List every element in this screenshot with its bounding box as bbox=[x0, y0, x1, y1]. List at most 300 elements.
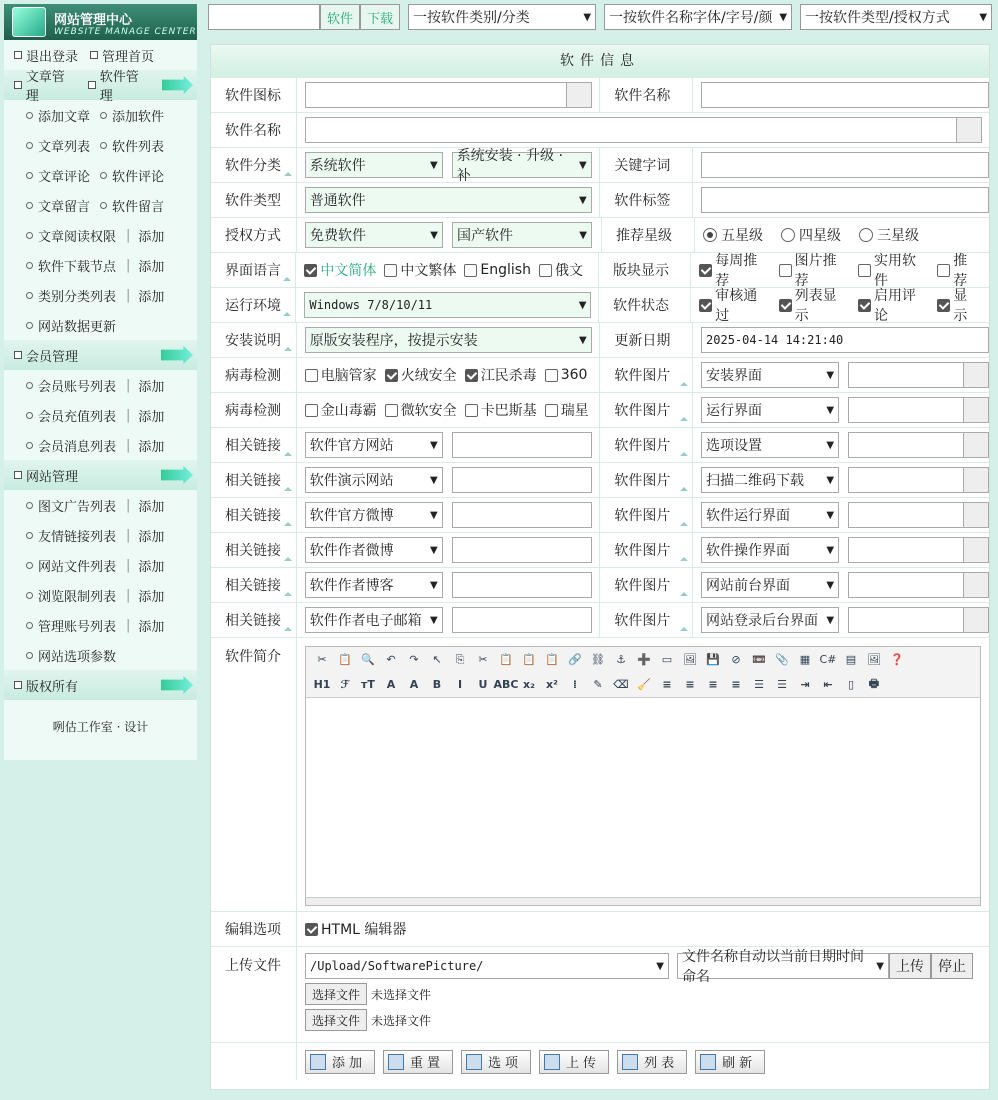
section-head-site bbox=[4, 460, 197, 490]
toolbar-icon[interactable]: ☰ bbox=[777, 678, 787, 691]
circle-icon bbox=[26, 202, 33, 209]
checkbox-option[interactable]: 审核通过 bbox=[699, 285, 770, 325]
browse-button[interactable] bbox=[963, 362, 989, 388]
label-link: 相关链接 bbox=[211, 498, 297, 532]
sidebar-link[interactable]: 类别分类列表 bbox=[26, 286, 116, 305]
checkbox-option[interactable]: 江民杀毒 bbox=[465, 365, 537, 385]
sort-arrow-icon bbox=[284, 522, 292, 526]
sidebar-add-link[interactable]: 添加 bbox=[138, 589, 165, 605]
top-search-bar bbox=[208, 4, 992, 30]
chevron-down-icon: ▼ bbox=[826, 614, 835, 626]
link-input[interactable] bbox=[452, 432, 592, 458]
link-select[interactable]: 软件演示网站 ▼ bbox=[305, 467, 443, 493]
checkbox-option[interactable]: English bbox=[464, 262, 531, 278]
pic-select[interactable]: 网站前台界面 ▼ bbox=[701, 572, 839, 598]
link-select[interactable]: 软件官方微博 ▼ bbox=[305, 502, 443, 528]
link-input[interactable] bbox=[452, 502, 592, 528]
toolbar-icon[interactable]: 📼 bbox=[752, 653, 766, 666]
row-icon bbox=[211, 77, 989, 112]
toolbar-icon[interactable]: ☰ bbox=[754, 678, 764, 691]
filter-category-select[interactable]: 一按软件类别/分类 ▼ bbox=[408, 4, 596, 30]
toolbar-icon[interactable]: ≡ bbox=[685, 678, 695, 691]
browse-button[interactable] bbox=[956, 117, 982, 143]
sidebar-row bbox=[4, 490, 197, 520]
checkbox-icon bbox=[465, 369, 478, 382]
circle-icon bbox=[100, 142, 107, 149]
toolbar-icon[interactable]: ⁞ bbox=[572, 678, 578, 691]
toolbar-icon[interactable]: 🔍 bbox=[361, 653, 375, 666]
pic-select[interactable]: 网站登录后台界面 ▼ bbox=[701, 607, 839, 633]
resize-handle[interactable] bbox=[306, 897, 980, 905]
label-tag: 软件标签 bbox=[599, 183, 693, 217]
link-select[interactable]: 软件官方网站 ▼ bbox=[305, 432, 443, 458]
circle-icon bbox=[26, 292, 33, 299]
pic-select[interactable]: 扫描二维码下载 ▼ bbox=[701, 467, 839, 493]
checkbox-icon bbox=[384, 264, 397, 277]
upload-button[interactable]: 上传 bbox=[889, 953, 931, 979]
label-name: 软件名称 bbox=[599, 78, 693, 112]
toolbar-icon[interactable]: ⊘ bbox=[731, 653, 741, 666]
toolbar-icon[interactable]: U bbox=[478, 678, 488, 691]
circle-icon bbox=[26, 232, 33, 239]
link-select[interactable]: 软件作者电子邮箱 ▼ bbox=[305, 607, 443, 633]
toolbar-icon[interactable]: ❓ bbox=[890, 653, 904, 666]
row-actions bbox=[211, 1042, 989, 1080]
separator: | bbox=[126, 527, 131, 543]
pic-select[interactable]: 运行界面 ▼ bbox=[701, 397, 839, 423]
checkbox-option[interactable]: 电脑管家 bbox=[305, 365, 377, 385]
pic-input[interactable] bbox=[848, 432, 964, 458]
logo-subtitle: WEBSITE MANAGE CENTER bbox=[54, 27, 197, 37]
sidebar-add-link[interactable]: 添加 bbox=[138, 619, 165, 635]
toolbar-icon[interactable]: x₂ bbox=[523, 678, 535, 691]
category-select[interactable]: 系统软件 ▼ bbox=[305, 152, 443, 178]
browse-button[interactable] bbox=[963, 572, 989, 598]
sidebar-add-link[interactable]: 添加 bbox=[138, 499, 165, 515]
circle-icon bbox=[26, 322, 33, 329]
browse-button[interactable] bbox=[566, 82, 592, 108]
toolbar-icon[interactable]: ABC bbox=[493, 678, 519, 691]
checkbox-icon bbox=[304, 264, 317, 277]
checkbox-icon bbox=[385, 404, 398, 417]
sort-arrow-icon bbox=[680, 417, 688, 421]
editor-content[interactable] bbox=[306, 697, 980, 897]
sort-arrow-icon bbox=[284, 487, 292, 491]
checkbox-icon bbox=[937, 264, 950, 277]
toolbar-icon[interactable]: 🔗 bbox=[568, 653, 582, 666]
sidebar-add-link[interactable]: 添加 bbox=[138, 289, 165, 305]
label-upload: 上传文件 bbox=[211, 947, 297, 1042]
sidebar-link[interactable]: 软件下载节点 bbox=[26, 256, 116, 275]
pic-select[interactable]: 软件操作界面 ▼ bbox=[701, 537, 839, 563]
toolbar-icon[interactable]: ⚓ bbox=[616, 653, 626, 666]
star-radio[interactable]: 三星级 bbox=[859, 225, 919, 245]
toolbar-icon[interactable]: тT bbox=[361, 678, 375, 691]
member-manage-link[interactable]: 会员管理 bbox=[14, 346, 78, 365]
toolbar-icon[interactable]: ↶ bbox=[386, 653, 396, 666]
tag-input[interactable] bbox=[701, 187, 989, 213]
sidebar bbox=[4, 4, 197, 760]
subcategory-select[interactable]: 系统安装 · 升级 · 补 ▼ bbox=[452, 152, 592, 178]
checkbox-option[interactable]: 俄文 bbox=[539, 260, 583, 280]
toolbar-icon[interactable]: 🧹 bbox=[637, 678, 651, 691]
admin-home-link[interactable]: 管理首页 bbox=[90, 46, 154, 65]
chevron-down-icon: ▼ bbox=[429, 509, 438, 521]
toolbar-icon[interactable]: ⌫ bbox=[613, 678, 629, 691]
sidebar-add-link[interactable]: 添加 bbox=[138, 559, 165, 575]
choose-file-button[interactable]: 选择文件 bbox=[305, 983, 367, 1005]
pic-input[interactable] bbox=[848, 502, 964, 528]
chevron-down-icon: ▼ bbox=[578, 194, 587, 206]
radio-icon bbox=[859, 228, 873, 242]
search-software-button[interactable]: 软件 bbox=[320, 4, 360, 30]
pic-select[interactable]: 软件运行界面 ▼ bbox=[701, 502, 839, 528]
toolbar-icon[interactable]: ⎘ bbox=[455, 652, 465, 666]
browse-button[interactable] bbox=[963, 537, 989, 563]
separator: | bbox=[126, 227, 131, 243]
info-arrow-icon bbox=[161, 676, 193, 694]
logout-link[interactable]: 退出登录 bbox=[14, 46, 78, 65]
sidebar-add-link[interactable]: 添加 bbox=[138, 529, 165, 545]
toolbar-icon[interactable]: 📋 bbox=[522, 653, 536, 666]
sort-arrow-icon bbox=[283, 312, 291, 316]
sidebar-link[interactable]: 会员账号列表 bbox=[26, 376, 116, 395]
label-date: 更新日期 bbox=[599, 323, 693, 357]
toolbar-icon[interactable]: 📋 bbox=[499, 653, 513, 666]
row-license bbox=[211, 217, 989, 252]
article-manage-link[interactable]: 文章管理 bbox=[14, 66, 76, 104]
chevron-down-icon: ▼ bbox=[429, 579, 438, 591]
toolbar-icon[interactable]: ≡ bbox=[731, 678, 741, 691]
sidebar-link[interactable]: 会员充值列表 bbox=[26, 406, 116, 425]
toolbar-icon[interactable]: ↷ bbox=[409, 653, 419, 666]
sidebar-link[interactable]: 软件列表 bbox=[100, 136, 164, 155]
section-head-members bbox=[4, 340, 197, 370]
editor-toolbar-1 bbox=[306, 647, 980, 672]
toolbar-icon[interactable]: ↖ bbox=[432, 653, 442, 666]
choose-file-button[interactable]: 选择文件 bbox=[305, 1009, 367, 1031]
search-input[interactable] bbox=[208, 4, 320, 30]
sidebar-row bbox=[4, 580, 197, 610]
toolbar-icon[interactable]: B bbox=[432, 678, 442, 691]
origin-select[interactable]: 国产软件 ▼ bbox=[452, 222, 592, 248]
keyword-input[interactable] bbox=[701, 152, 989, 178]
sidebar-add-link[interactable]: 添加 bbox=[138, 259, 165, 275]
checkbox-option[interactable]: 中文简体 bbox=[304, 260, 376, 280]
chevron-down-icon: ▼ bbox=[430, 229, 438, 241]
label-intro: 软件简介 bbox=[211, 638, 297, 911]
label-link: 相关链接 bbox=[211, 568, 297, 602]
circle-icon bbox=[26, 112, 33, 119]
toolbar-icon[interactable]: ➕ bbox=[637, 653, 651, 666]
link-input[interactable] bbox=[452, 537, 592, 563]
chevron-down-icon: ▼ bbox=[429, 474, 438, 486]
checkbox-option[interactable]: 显示 bbox=[937, 285, 981, 325]
toolbar-icon[interactable]: ▦ bbox=[799, 653, 811, 666]
checkbox-option[interactable]: 推荐 bbox=[937, 250, 981, 290]
label-pic: 软件图片 bbox=[599, 533, 693, 567]
pic-input[interactable] bbox=[848, 362, 964, 388]
checkbox-option[interactable]: 实用软件 bbox=[858, 250, 929, 290]
site-manage-link[interactable]: 网站管理 bbox=[14, 466, 78, 485]
toolbar-icon[interactable]: ✂ bbox=[317, 653, 327, 666]
sort-arrow-icon bbox=[680, 452, 688, 456]
upload-path-select[interactable]: /Upload/SoftwarePicture/ ▼ bbox=[305, 953, 669, 979]
type-select[interactable]: 普通软件 ▼ bbox=[305, 187, 592, 213]
checkbox-icon bbox=[858, 264, 871, 277]
link-input[interactable] bbox=[452, 572, 592, 598]
browse-button[interactable] bbox=[963, 432, 989, 458]
pic-input[interactable] bbox=[848, 467, 964, 493]
toolbar-icon[interactable]: ℱ bbox=[340, 678, 350, 691]
software-manage-link[interactable]: 软件管理 bbox=[88, 66, 150, 104]
filter-font-select[interactable]: 一按软件名称字体/字号/颜 ▼ bbox=[604, 4, 792, 30]
section-head-copyright bbox=[4, 670, 197, 700]
circle-icon bbox=[26, 172, 33, 179]
toolbar-icon[interactable]: I bbox=[457, 678, 463, 691]
circle-icon bbox=[100, 112, 107, 119]
link-input[interactable] bbox=[452, 467, 592, 493]
sidebar-add-link[interactable]: 添加 bbox=[138, 229, 165, 245]
separator: | bbox=[126, 497, 131, 513]
label-license: 授权方式 bbox=[211, 218, 297, 252]
sidebar-add-link[interactable]: 添加 bbox=[138, 379, 165, 395]
sidebar-link[interactable]: 会员消息列表 bbox=[26, 436, 116, 455]
toolbar-icon[interactable]: 🖶 bbox=[868, 677, 880, 690]
row-type bbox=[211, 182, 989, 217]
link-select[interactable]: 软件作者微博 ▼ bbox=[305, 537, 443, 563]
pic-input[interactable] bbox=[848, 607, 964, 633]
checkbox-option[interactable]: 列表显示 bbox=[779, 285, 850, 325]
toolbar-icon[interactable]: C# bbox=[819, 653, 837, 666]
chevron-down-icon: ▼ bbox=[826, 439, 835, 451]
software-form bbox=[210, 44, 990, 1090]
toolbar-icon[interactable]: ≡ bbox=[708, 678, 718, 691]
row-env bbox=[211, 287, 989, 322]
sidebar-link[interactable]: 文章阅读权限 bbox=[26, 226, 116, 245]
label-pic: 软件图片 bbox=[599, 603, 693, 637]
filter-type-select[interactable]: 一按软件类型/授权方式 ▼ bbox=[800, 4, 992, 30]
editor-toolbar-2 bbox=[306, 672, 980, 697]
no-file-text: 未选择文件 bbox=[371, 1013, 432, 1028]
checkbox-icon bbox=[779, 299, 792, 312]
pic-select[interactable]: 选项设置 ▼ bbox=[701, 432, 839, 458]
toolbar-icon[interactable]: ▤ bbox=[845, 653, 857, 666]
upload-name-select[interactable]: 文件名称自动以当前日期时间命名 ▼ bbox=[677, 953, 889, 979]
separator: | bbox=[126, 437, 131, 453]
label-icon: 软件图标 bbox=[211, 78, 297, 112]
checkbox-option[interactable]: 卡巴斯基 bbox=[465, 400, 537, 420]
label-pic: 软件图片 bbox=[599, 428, 693, 462]
toolbar-icon[interactable]: H1 bbox=[313, 678, 331, 691]
label-install: 安装说明 bbox=[211, 323, 297, 357]
toolbar-icon[interactable]: x² bbox=[546, 678, 558, 691]
sort-arrow-icon bbox=[680, 557, 688, 561]
chevron-down-icon: ▼ bbox=[583, 11, 592, 23]
checkbox-option[interactable]: 启用评论 bbox=[858, 285, 929, 325]
separator: | bbox=[126, 557, 131, 573]
action-button[interactable]: 列表 bbox=[617, 1050, 687, 1074]
row-link bbox=[211, 497, 989, 532]
sidebar-link[interactable]: 文章留言 bbox=[26, 196, 90, 215]
toolbar-icon[interactable]: ✂ bbox=[478, 653, 488, 666]
checkbox-option[interactable]: 微软安全 bbox=[385, 400, 457, 420]
toolbar-icon[interactable]: ⇤ bbox=[823, 678, 833, 691]
square-icon bbox=[14, 681, 22, 689]
action-button[interactable]: 刷新 bbox=[695, 1050, 765, 1074]
sidebar-link[interactable]: 软件留言 bbox=[100, 196, 164, 215]
fullname-input[interactable] bbox=[305, 117, 957, 143]
checkbox-option[interactable]: 图片推荐 bbox=[779, 250, 850, 290]
sidebar-link[interactable]: 友情链接列表 bbox=[26, 526, 116, 545]
circle-icon bbox=[26, 532, 33, 539]
chevron-down-icon: ▼ bbox=[826, 509, 835, 521]
star-radio[interactable]: 五星级 bbox=[703, 225, 763, 245]
circle-icon bbox=[26, 412, 33, 419]
row-name2 bbox=[211, 112, 989, 147]
sidebar-link[interactable]: 软件评论 bbox=[100, 166, 164, 185]
label-link: 相关链接 bbox=[211, 463, 297, 497]
sidebar-row bbox=[4, 220, 197, 250]
sort-arrow-icon bbox=[284, 557, 292, 561]
sidebar-link[interactable]: 文章列表 bbox=[26, 136, 90, 155]
search-download-button[interactable]: 下载 bbox=[360, 4, 400, 30]
stop-button[interactable]: 停止 bbox=[931, 953, 973, 979]
toolbar-icon[interactable]: 💾 bbox=[706, 653, 720, 666]
label-keyword: 关键字词 bbox=[599, 148, 693, 182]
chevron-down-icon: ▼ bbox=[578, 299, 587, 311]
sidebar-row bbox=[4, 100, 197, 130]
rich-text-editor[interactable] bbox=[305, 646, 981, 906]
action-button[interactable]: 上传 bbox=[539, 1050, 609, 1074]
square-icon bbox=[14, 351, 22, 359]
env-select[interactable]: Windows 7/8/10/11 ▼ bbox=[304, 292, 591, 318]
sidebar-link[interactable]: 文章评论 bbox=[26, 166, 90, 185]
install-select[interactable]: 原版安装程序，按提示安装 ▼ bbox=[305, 327, 592, 353]
sidebar-link[interactable]: 管理账号列表 bbox=[26, 616, 116, 635]
action-button[interactable]: 重置 bbox=[383, 1050, 453, 1074]
toolbar-icon[interactable]: 🖼 bbox=[683, 653, 697, 666]
toolbar-icon[interactable]: ▯ bbox=[847, 678, 855, 691]
sidebar-link[interactable]: 图文广告列表 bbox=[26, 496, 116, 515]
sidebar-link[interactable]: 网站文件列表 bbox=[26, 556, 116, 575]
chevron-down-icon: ▼ bbox=[656, 960, 664, 972]
square-icon bbox=[88, 81, 96, 89]
pic-select[interactable]: 安装界面 ▼ bbox=[701, 362, 839, 388]
icon-input[interactable] bbox=[305, 82, 567, 108]
toolbar-icon[interactable]: 📋 bbox=[338, 653, 352, 666]
sort-arrow-icon bbox=[284, 452, 292, 456]
date-input[interactable]: 2025-04-14 14:21:40 bbox=[701, 327, 989, 353]
star-radio[interactable]: 四星级 bbox=[781, 225, 841, 245]
label-status: 软件状态 bbox=[598, 288, 691, 322]
monitor-icon bbox=[12, 7, 46, 37]
browse-button[interactable] bbox=[963, 467, 989, 493]
users-arrow-icon bbox=[161, 346, 193, 364]
sidebar-row bbox=[4, 520, 197, 550]
toolbar-icon[interactable]: ✎ bbox=[593, 678, 603, 691]
separator: | bbox=[126, 257, 131, 273]
toolbar-icon[interactable]: ⛓ bbox=[591, 653, 605, 666]
license-select[interactable]: 免费软件 ▼ bbox=[305, 222, 443, 248]
label-edit: 编辑选项 bbox=[211, 912, 297, 946]
label-virus: 病毒检测 bbox=[211, 358, 297, 392]
label-link: 相关链接 bbox=[211, 533, 297, 567]
checkbox-icon bbox=[779, 264, 792, 277]
row-virus1 bbox=[211, 357, 989, 392]
copyright-link[interactable]: 版权所有 bbox=[14, 676, 78, 695]
checkbox-option[interactable]: 360 bbox=[545, 367, 588, 383]
sidebar-link[interactable]: 添加文章 bbox=[26, 106, 90, 125]
sort-arrow-icon bbox=[680, 627, 688, 631]
toolbar-icon[interactable]: ▭ bbox=[661, 653, 673, 666]
toolbar-icon[interactable]: 📋 bbox=[545, 653, 559, 666]
checkbox-option[interactable]: 中文繁体 bbox=[384, 260, 456, 280]
sidebar-link[interactable]: 浏览限制列表 bbox=[26, 586, 116, 605]
toolbar-icon[interactable]: A bbox=[386, 678, 396, 691]
link-select[interactable]: 软件作者博客 ▼ bbox=[305, 572, 443, 598]
toolbar-icon[interactable]: ≡ bbox=[662, 678, 672, 691]
action-icon bbox=[388, 1054, 404, 1070]
browse-button[interactable] bbox=[963, 397, 989, 423]
sidebar-add-link[interactable]: 添加 bbox=[138, 409, 165, 425]
label-pic: 软件图片 bbox=[599, 393, 693, 427]
name-input[interactable] bbox=[701, 82, 989, 108]
toolbar-icon[interactable]: 📎 bbox=[775, 653, 789, 666]
label-pic: 软件图片 bbox=[599, 568, 693, 602]
form-title: 软件信息 bbox=[211, 45, 989, 77]
sidebar-link[interactable]: 网站选项参数 bbox=[26, 646, 116, 665]
square-icon bbox=[14, 51, 22, 59]
chevron-down-icon: ▼ bbox=[826, 579, 835, 591]
row-virus2 bbox=[211, 392, 989, 427]
pic-input[interactable] bbox=[848, 537, 964, 563]
label-pic: 软件图片 bbox=[599, 358, 693, 392]
label-env: 运行环境 bbox=[211, 288, 296, 322]
checkbox-option[interactable]: 金山毒霸 bbox=[305, 400, 377, 420]
action-button[interactable]: 添加 bbox=[305, 1050, 375, 1074]
sidebar-row bbox=[4, 310, 197, 340]
checkbox-icon bbox=[305, 923, 318, 936]
html-editor-checkbox[interactable]: HTML 编辑器 bbox=[305, 919, 406, 939]
sidebar-link[interactable]: 添加软件 bbox=[100, 106, 164, 125]
chevron-down-icon: ▼ bbox=[579, 229, 587, 241]
sidebar-add-link[interactable]: 添加 bbox=[138, 439, 165, 455]
browse-button[interactable] bbox=[963, 502, 989, 528]
checkbox-icon bbox=[699, 264, 712, 277]
checkbox-option[interactable]: 每周推荐 bbox=[699, 250, 770, 290]
action-icon bbox=[622, 1054, 638, 1070]
separator: | bbox=[126, 287, 131, 303]
pic-input[interactable] bbox=[848, 397, 964, 423]
link-input[interactable] bbox=[452, 607, 592, 633]
checkbox-option[interactable]: 火绒安全 bbox=[385, 365, 457, 385]
label-lang: 界面语言 bbox=[211, 253, 296, 287]
checkbox-icon bbox=[465, 404, 478, 417]
checkbox-option[interactable]: 瑞星 bbox=[545, 400, 589, 420]
label-type: 软件类型 bbox=[211, 183, 297, 217]
radio-icon bbox=[781, 228, 795, 242]
action-button[interactable]: 选项 bbox=[461, 1050, 531, 1074]
checkbox-icon bbox=[545, 404, 558, 417]
sidebar-link[interactable]: 网站数据更新 bbox=[26, 316, 116, 335]
sidebar-row bbox=[4, 250, 197, 280]
pic-input[interactable] bbox=[848, 572, 964, 598]
toolbar-icon[interactable]: A bbox=[409, 678, 419, 691]
toolbar-icon[interactable]: ⇥ bbox=[800, 678, 810, 691]
browse-button[interactable] bbox=[963, 607, 989, 633]
toolbar-icon[interactable]: 🖼 bbox=[867, 653, 881, 666]
